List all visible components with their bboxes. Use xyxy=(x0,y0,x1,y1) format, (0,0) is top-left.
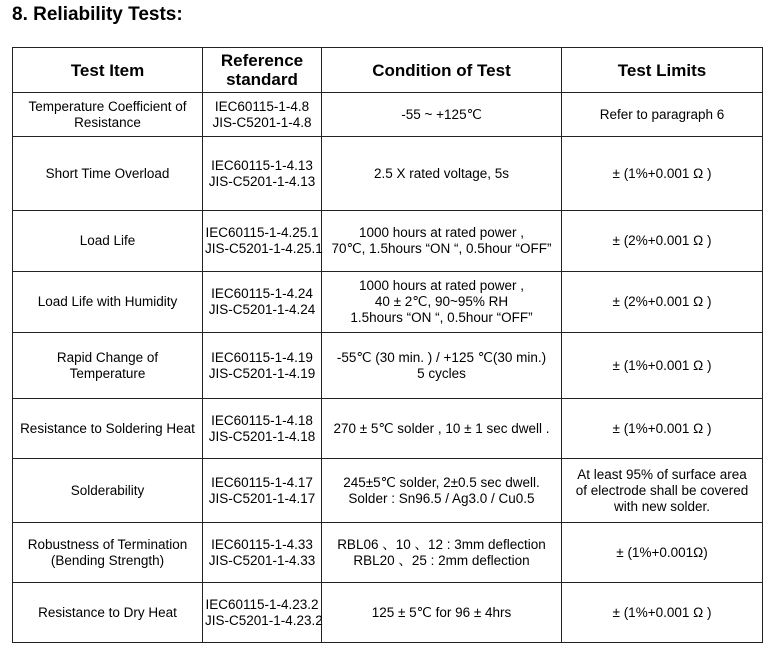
reference-cell-line: JIS-C5201-1-4.24 xyxy=(208,302,316,317)
test-limit-cell-line: ± (1%+0.001Ω) xyxy=(616,544,708,560)
condition-cell-line: 245±5℃ solder, 2±0.5 sec dwell. xyxy=(343,474,540,490)
table-row xyxy=(13,333,763,399)
test-item-cell-line: Temperature xyxy=(69,365,146,381)
reference-cell xyxy=(203,333,322,399)
header-reference-standard xyxy=(203,48,322,93)
test-item-cell-line: Load Life with Humidity xyxy=(37,294,178,309)
reference-cell-line: JIS-C5201-1-4.25.1 xyxy=(205,241,323,256)
test-limit-cell xyxy=(562,523,763,583)
test-limit-cell-line: ± (1%+0.001 Ω ) xyxy=(612,165,712,181)
reference-cell xyxy=(203,459,322,523)
test-limit-cell-line: Refer to paragraph 6 xyxy=(599,106,725,122)
test-item-cell xyxy=(13,272,203,333)
reference-cell-line: IEC60115-1-4.25.1 xyxy=(205,225,319,240)
test-limit-cell xyxy=(562,93,763,137)
table-row xyxy=(13,523,763,583)
header-test-limits: Test Limits xyxy=(562,48,763,93)
reference-cell xyxy=(203,523,322,583)
table-row xyxy=(13,583,763,643)
condition-cell-line: 70℃, 1.5hours “ON “, 0.5hour “OFF” xyxy=(331,241,552,256)
condition-cell xyxy=(322,211,562,272)
reference-cell-line: IEC60115-1-4.19 xyxy=(211,349,313,365)
test-item-cell xyxy=(13,333,203,399)
test-limit-cell xyxy=(562,137,763,211)
header-test-item: Test Item xyxy=(13,48,203,93)
test-limit-cell-line: ± (2%+0.001 Ω ) xyxy=(612,294,712,309)
test-item-cell xyxy=(13,583,203,643)
condition-cell-line: 125 ± 5℃ for 96 ± 4hrs xyxy=(371,604,512,620)
reference-cell-line: JIS-C5201-1-4.8 xyxy=(212,114,312,130)
test-limit-cell-line: ± (2%+0.001 Ω ) xyxy=(612,233,712,248)
test-item-cell-line: Short Time Overload xyxy=(45,165,170,181)
table-row xyxy=(13,272,763,333)
condition-cell-line: 270 ± 5℃ solder , 10 ± 1 sec dwell . xyxy=(333,420,550,436)
condition-cell xyxy=(322,93,562,137)
reference-cell-line: JIS-C5201-1-4.17 xyxy=(208,490,316,506)
test-item-cell-line: Load Life xyxy=(79,233,136,248)
table-row xyxy=(13,459,763,523)
test-item-cell-line: Resistance xyxy=(74,114,141,130)
reference-cell-line: IEC60115-1-4.18 xyxy=(211,412,313,428)
table-header-row xyxy=(13,48,763,93)
test-limit-cell-line: ± (1%+0.001 Ω ) xyxy=(612,420,712,436)
reference-cell xyxy=(203,137,322,211)
test-item-cell xyxy=(13,93,203,137)
reference-cell xyxy=(203,399,322,459)
condition-cell-line: -55 ~ +125℃ xyxy=(401,106,482,122)
test-item-cell xyxy=(13,211,203,272)
reference-cell xyxy=(203,211,322,272)
test-item-cell xyxy=(13,459,203,523)
condition-cell-line: 2.5 X rated voltage, 5s xyxy=(373,165,510,181)
test-item-cell-line: Resistance to Dry Heat xyxy=(38,604,177,620)
test-item-cell-line: Rapid Change of xyxy=(56,349,159,365)
condition-cell-line: RBL20 、25 : 2mm deflection xyxy=(353,552,530,568)
reference-cell-line: IEC60115-1-4.24 xyxy=(211,286,313,301)
reference-cell-line: IEC60115-1-4.17 xyxy=(211,474,313,490)
header-reference-line: Reference xyxy=(220,51,304,70)
condition-cell xyxy=(322,137,562,211)
test-item-cell-line: Resistance to Soldering Heat xyxy=(20,420,195,436)
reference-cell xyxy=(203,583,322,643)
test-item-cell xyxy=(13,523,203,583)
condition-cell xyxy=(322,272,562,333)
condition-cell-line: 5 cycles xyxy=(417,365,466,381)
table-row xyxy=(13,211,763,272)
test-limit-cell xyxy=(562,333,763,399)
condition-cell-line: 1000 hours at rated power , xyxy=(358,278,525,293)
condition-cell-line: RBL06 、10 、12 : 3mm deflection xyxy=(337,536,546,552)
reference-cell xyxy=(203,272,322,333)
reference-cell xyxy=(203,93,322,137)
condition-cell-line: 1.5hours “ON “, 0.5hour “OFF” xyxy=(350,310,533,325)
condition-cell xyxy=(322,399,562,459)
condition-cell xyxy=(322,459,562,523)
condition-cell-line: 40 ± 2℃, 90~95% RH xyxy=(374,294,509,309)
condition-cell-line: -55℃ (30 min. ) / +125 ℃(30 min.) xyxy=(336,349,547,365)
condition-cell-line: 1000 hours at rated power , xyxy=(358,225,525,240)
reference-cell-line: JIS-C5201-1-4.19 xyxy=(208,365,316,381)
table-row xyxy=(13,399,763,459)
condition-cell xyxy=(322,523,562,583)
reference-cell-line: IEC60115-1-4.13 xyxy=(211,157,313,173)
test-limit-cell-line: At least 95% of surface area xyxy=(577,466,747,482)
reference-cell-line: JIS-C5201-1-4.18 xyxy=(208,428,316,444)
test-limit-cell xyxy=(562,272,763,333)
section-title: 8. Reliability Tests: xyxy=(12,4,183,25)
test-item-cell xyxy=(13,137,203,211)
test-item-cell xyxy=(13,399,203,459)
test-limit-cell-line: of electrode shall be covered xyxy=(575,482,749,498)
table-row xyxy=(13,93,763,137)
reference-cell-line: IEC60115-1-4.23.2 xyxy=(205,596,319,612)
test-limit-cell xyxy=(562,211,763,272)
test-item-cell-line: Solderability xyxy=(70,482,145,498)
condition-cell-line: Solder : Sn96.5 / Ag3.0 / Cu0.5 xyxy=(348,490,535,506)
header-reference-line: standard xyxy=(226,70,298,89)
test-limit-cell xyxy=(562,459,763,523)
reference-cell-line: JIS-C5201-1-4.13 xyxy=(208,173,316,189)
table-row xyxy=(13,137,763,211)
header-condition: Condition of Test xyxy=(322,48,562,93)
test-limit-cell xyxy=(562,583,763,643)
condition-cell xyxy=(322,333,562,399)
test-item-cell-line: (Bending Strength) xyxy=(50,552,165,568)
condition-cell xyxy=(322,583,562,643)
test-limit-cell-line: ± (1%+0.001 Ω ) xyxy=(612,357,712,373)
reference-cell-line: IEC60115-1-4.8 xyxy=(214,98,310,114)
test-limit-cell-line: with new solder. xyxy=(613,498,711,514)
reliability-tests-table xyxy=(12,47,763,643)
test-limit-cell xyxy=(562,399,763,459)
test-item-cell-line: Robustness of Termination xyxy=(27,536,188,552)
reference-cell-line: IEC60115-1-4.33 xyxy=(211,536,313,552)
reference-cell-line: JIS-C5201-1-4.23.2 xyxy=(205,612,323,628)
test-item-cell-line: Temperature Coefficient of xyxy=(28,98,187,114)
test-limit-cell-line: ± (1%+0.001 Ω ) xyxy=(612,604,712,620)
reference-cell-line: JIS-C5201-1-4.33 xyxy=(208,552,316,568)
